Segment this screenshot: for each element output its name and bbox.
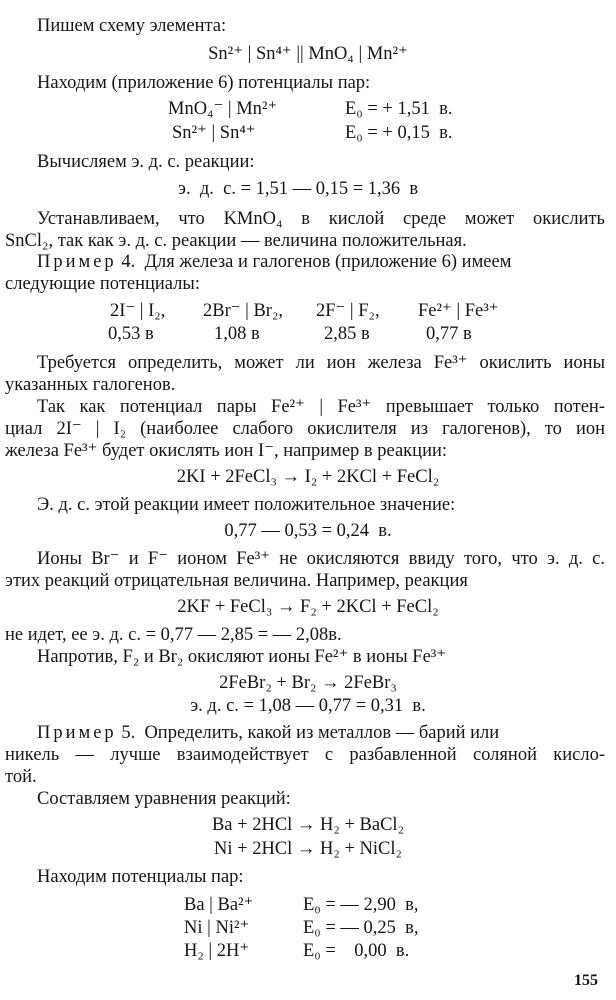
pair-label: 2Br⁻ | Br₂,: [203, 301, 284, 321]
potential-value: E₀ = + 1,51 в.: [345, 99, 453, 119]
text-line: циал 2I⁻ | I₂ (наиболее слабого окислителя из галогенов), то ион: [5, 419, 605, 439]
text-line: железа Fe³⁺ будет окислять ион I⁻, например в реакции:: [5, 441, 448, 461]
text-line: той.: [5, 767, 37, 787]
pair-label: 2F⁻ | F₂,: [316, 301, 380, 321]
text-line: указанных галогенов.: [5, 375, 176, 395]
text-line: Составляем уравнения реакций:: [37, 789, 291, 809]
potential-value: E₀ = + 0,15 в.: [345, 123, 453, 143]
text-line: 5. Определить, какой из металлов — барий или: [116, 723, 500, 743]
text-line: следующие потенциалы:: [5, 274, 200, 294]
text-line: Пишем схему элемента:: [37, 16, 227, 36]
page-number: 155: [574, 972, 598, 989]
text-line: Э. д. с. этой реакции имеет положительное значение:: [37, 495, 456, 515]
pair-label: MnO₄⁻ | Mn²⁺: [168, 99, 278, 119]
reaction-equation: 2KI + 2FeCl₃ → I₂ + 2KCl + FeCl₂: [176, 467, 440, 487]
potential-value: 0,53 в: [108, 324, 154, 344]
cell-scheme: Sn²⁺ | Sn⁴⁺ || MnO₄ | Mn²⁺: [208, 44, 408, 64]
reaction-equation: 2KF + FeCl₃ → F₂ + 2KCl + FeCl₂: [177, 597, 439, 617]
equation: э. д. с. = 1,51 — 0,15 = 1,36 в: [178, 179, 419, 199]
potential-value: E₀ = 0,00 в.: [303, 941, 410, 961]
potential-value: E₀ = — 2,90 в,: [303, 895, 419, 915]
text-line: Вычисляем э. д. с. реакции:: [37, 152, 255, 172]
potential-value: 0,77 в: [426, 324, 472, 344]
potential-value: 2,85 в: [324, 324, 370, 344]
pair-label: 2I⁻ | I₂,: [110, 301, 166, 321]
text-line: Устанавливаем, что KMnO₄ в кислой среде может окислить: [37, 209, 605, 229]
text-line: Так как потенциал пары Fe²⁺ | Fe³⁺ превышает только потен-: [37, 397, 605, 417]
text-line: Напротив, F₂ и Br₂ окисляют ионы Fe²⁺ в ионы Fe³⁺: [37, 647, 447, 667]
text-line: этих реакций отрицательная величина. Например, реакция: [5, 571, 468, 591]
equation: э. д. с. = 1,08 — 0,77 = 0,31 в.: [190, 696, 426, 716]
example-heading: [37, 251, 511, 273]
example-label: Пример: [37, 252, 117, 272]
text-line: Требуется определить, может ли ион железа Fe³⁺ окислить ионы: [37, 353, 605, 373]
example-label: Пример: [37, 723, 117, 743]
pair-label: H₂ | 2H⁺: [184, 941, 250, 961]
pair-label: Sn²⁺ | Sn⁴⁺: [172, 123, 256, 143]
text-line: не идет, ее э. д. с. = 0,77 — 2,85 = — 2,08в.: [5, 625, 342, 645]
example-heading: [37, 722, 499, 744]
text-line: Ионы Br⁻ и F⁻ ионом Fe³⁺ не окисляются ввиду того, что э. д. с.: [37, 549, 605, 569]
text-line: Находим потенциалы пар:: [37, 867, 244, 887]
text-line: SnCl₂, так как э. д. с. реакции — величина положительная.: [5, 231, 467, 251]
reaction-equation: Ni + 2HCl → H₂ + NiCl₂: [214, 839, 402, 859]
pair-label: Fe²⁺ | Fe³⁺: [418, 301, 499, 321]
potential-value: E₀ = — 0,25 в,: [303, 918, 419, 938]
reaction-equation: 2FeBr₂ + Br₂ → 2FeBr₃: [219, 673, 397, 693]
text-line: 4. Для железа и галогенов (приложение 6) имеем: [116, 252, 512, 272]
text-line: Находим (приложение 6) потенциалы пар:: [37, 73, 371, 93]
reaction-equation: Ba + 2HCl → H₂ + BaCl₂: [211, 815, 405, 835]
potential-value: 1,08 в: [214, 324, 260, 344]
pair-label: Ba | Ba²⁺: [184, 895, 254, 915]
text-line: никель — лучше взаимодействует с разбавленной соляной кисло-: [5, 745, 605, 765]
pair-label: Ni | Ni²⁺: [184, 918, 250, 938]
equation: 0,77 — 0,53 = 0,24 в.: [224, 521, 392, 541]
